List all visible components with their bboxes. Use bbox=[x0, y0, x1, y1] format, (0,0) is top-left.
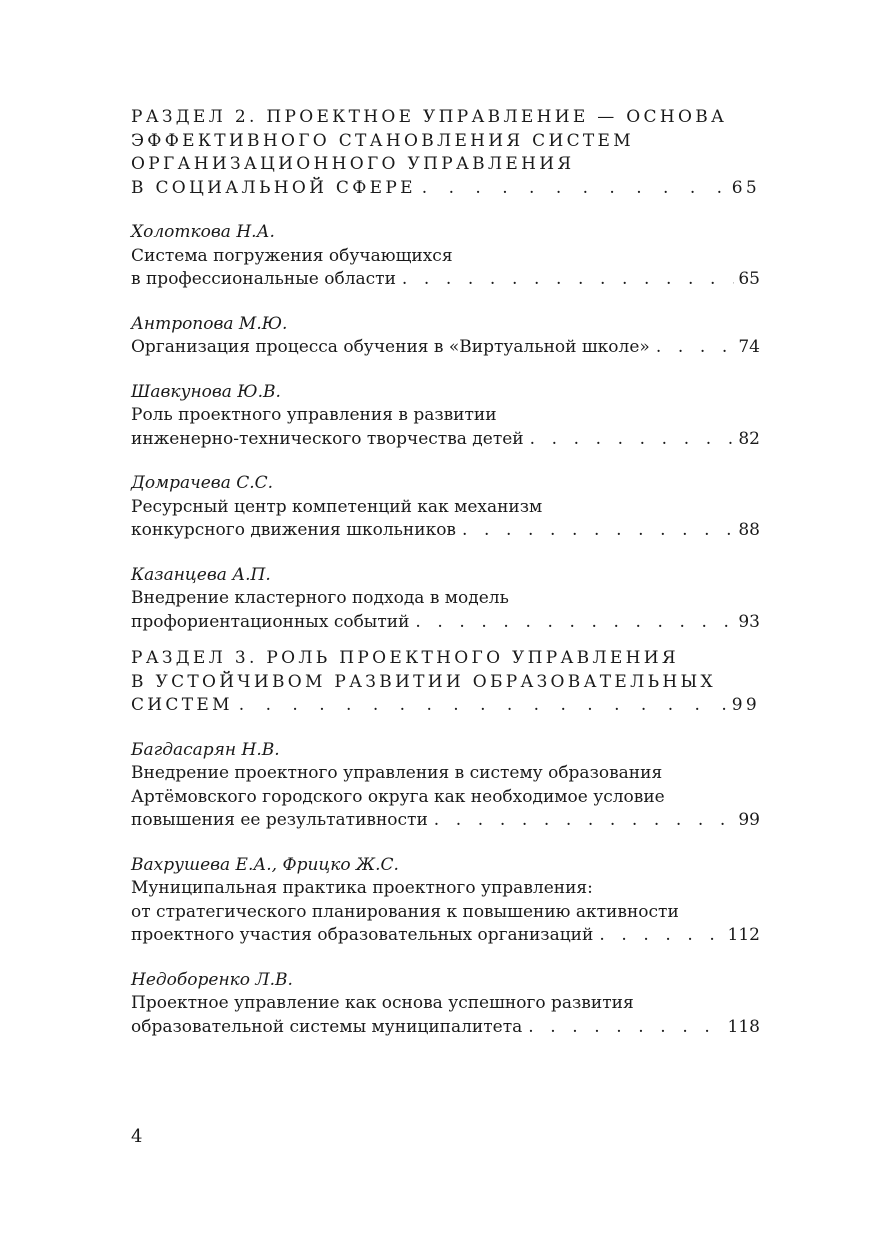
entry-title-line: проектного участия образовательных организаций . . . 112 bbox=[131, 924, 760, 948]
entry-title-line: Проектное управление как основа успешного развития bbox=[131, 993, 634, 1013]
entry-title-line: Внедрение проектного управления в систему образования bbox=[131, 763, 663, 783]
entry-authors: Домрачева С.С. bbox=[131, 473, 274, 493]
entry-title-line: Внедрение кластерного подхода в модель bbox=[131, 588, 509, 608]
entry-authors: Антропова М.Ю. bbox=[131, 313, 288, 334]
section-heading-line: РАЗДЕЛ 2. ПРОЕКТНОЕ УПРАВЛЕНИЕ — ОСНОВА bbox=[131, 107, 728, 127]
page-ref: 118 bbox=[727, 1016, 760, 1037]
dot-leader bbox=[239, 694, 728, 718]
page-ref: 65 bbox=[738, 269, 760, 289]
toc-entry bbox=[131, 472, 760, 543]
entry-authors: Вахрушева Е.А., Фрицко Ж.С. bbox=[131, 854, 399, 875]
page-ref: 88 bbox=[738, 520, 760, 540]
entry-title-line: инженерно-технического творчества детей . . . 82 bbox=[131, 428, 760, 452]
toc-entry bbox=[131, 854, 760, 948]
dot-leader bbox=[528, 1016, 723, 1040]
entry-title-line: повышения ее результативности . . . 99 bbox=[131, 809, 760, 833]
page-ref: 99 bbox=[731, 695, 760, 715]
toc-entry bbox=[131, 564, 760, 635]
section-heading-line: РАЗДЕЛ 3. РОЛЬ ПРОЕКТНОГО УПРАВЛЕНИЯ bbox=[131, 648, 679, 668]
section-heading-line: В УСТОЙЧИВОМ РАЗВИТИИ ОБРАЗОВАТЕЛЬНЫХ bbox=[131, 671, 716, 692]
entry-title-line: Муниципальная практика проектного управления: bbox=[131, 878, 593, 898]
page-ref: 112 bbox=[727, 925, 760, 945]
entry-authors: Недоборенко Л.В. bbox=[131, 969, 293, 990]
section-heading bbox=[131, 647, 760, 718]
toc-entry bbox=[131, 739, 760, 833]
section-heading-line: ЭФФЕКТИВНОГО СТАНОВЛЕНИЯ СИСТЕМ bbox=[131, 130, 634, 151]
entry-title-line: конкурсного движения школьников . . . 88 bbox=[131, 519, 760, 543]
page-ref: 65 bbox=[731, 177, 760, 198]
dot-leader bbox=[434, 809, 735, 833]
dot-leader bbox=[599, 924, 723, 948]
dot-leader bbox=[656, 336, 735, 360]
dot-leader bbox=[462, 519, 734, 543]
toc-entry bbox=[131, 313, 760, 360]
toc-entry bbox=[131, 969, 760, 1040]
entry-title-line: Ресурсный центр компетенций как механизм bbox=[131, 496, 543, 517]
dot-leader bbox=[402, 268, 734, 292]
entry-authors: Казанцева А.П. bbox=[131, 564, 271, 585]
entry-authors: Шавкунова Ю.В. bbox=[131, 381, 281, 402]
entry-title-line: профориентационных событий . . . 93 bbox=[131, 611, 760, 635]
section-heading bbox=[131, 106, 760, 200]
page-number: 4 bbox=[131, 1126, 143, 1147]
section-heading-line: ОРГАНИЗАЦИОННОГО УПРАВЛЕНИЯ bbox=[131, 154, 575, 174]
dot-leader bbox=[530, 428, 735, 452]
page-ref: 99 bbox=[738, 810, 760, 830]
page-ref: 82 bbox=[738, 428, 760, 449]
page-ref: 74 bbox=[738, 337, 760, 357]
table-of-contents bbox=[131, 106, 760, 1039]
entry-title-line: Роль проектного управления в развитии bbox=[131, 405, 497, 425]
entry-title-line: Артёмовского городского округа как необходимое условие bbox=[131, 786, 665, 807]
section-heading-line: СИСТЕМ . . . 99 bbox=[131, 694, 760, 718]
entry-title-line: Система погружения обучающихся bbox=[131, 245, 453, 266]
toc-entry bbox=[131, 221, 760, 292]
section-heading-line: В СОЦИАЛЬНОЙ СФЕРЕ . . . 65 bbox=[131, 177, 760, 201]
toc-entry bbox=[131, 381, 760, 452]
entry-authors: Багдасарян Н.В. bbox=[131, 739, 280, 760]
entry-title-line: в профессиональные области . . . 65 bbox=[131, 268, 760, 292]
dot-leader bbox=[422, 177, 728, 201]
entry-title-line: от стратегического планирования к повышению активности bbox=[131, 901, 679, 922]
page-ref: 93 bbox=[738, 611, 760, 632]
dot-leader bbox=[415, 611, 734, 635]
entry-authors: Холоткова Н.А. bbox=[131, 222, 275, 242]
entry-title-line: Организация процесса обучения в «Виртуальной школе» . . . 74 bbox=[131, 336, 760, 360]
entry-title-line: образовательной системы муниципалитета . . . 118 bbox=[131, 1016, 760, 1040]
